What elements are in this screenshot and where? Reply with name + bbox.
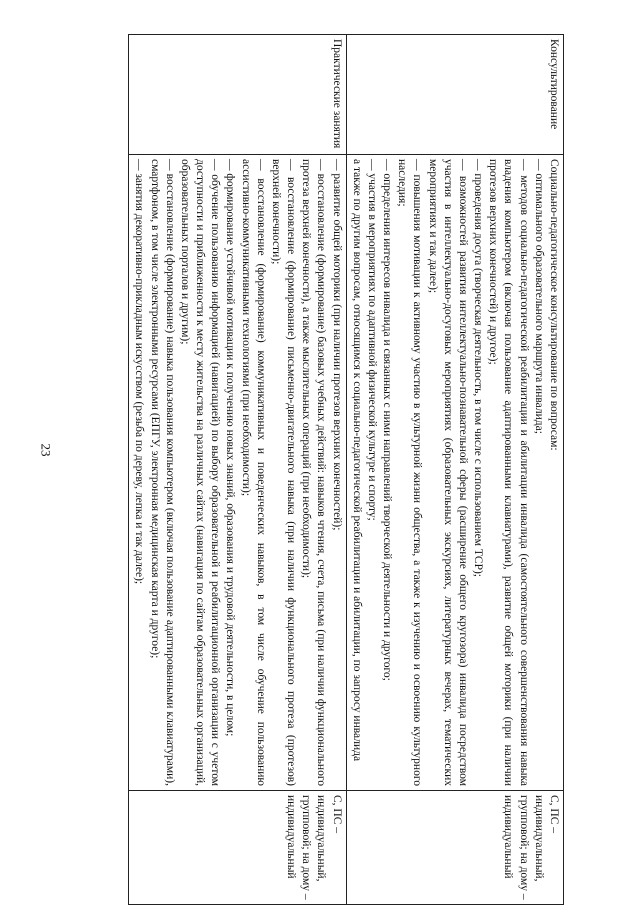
content-line: — определения интересов инвалида и связанных с ними направлений творческой деятельности и другого;	[381, 159, 394, 681]
content-line: — восстановление (формирование) базовых учебных действий: навыков чтения, счета, письма (при наличии функционального протеза верхней конечности), а также мыслительных операций (при необходимости);	[300, 159, 328, 786]
row-title-consulting: Консультирование	[346, 35, 563, 155]
content-line: а также по другим вопросам, относящимся к социально-педагогической реабилитации и абилитации, по запросу инвалида	[350, 159, 363, 762]
content-line: — оптимального образовательного маршрута инвалида;	[532, 159, 545, 434]
content-line: — методов социально-педагогической реабилитации и абилитации инвалида (самостоятельного совершенствования навыка владения компьютером (включая пользование адаптированными клавиатурами), развитие общей моторики (при наличии протезов верхних конечностей) и другое);	[487, 159, 530, 786]
content-line: Социально-педагогическое консультирование по вопросам:	[548, 159, 560, 451]
row-content-consulting	[346, 155, 563, 791]
content-line: — проведения досуга (творческая деятельность, в том числе с использованием ТСР);	[472, 159, 485, 577]
content-line: — участия в мероприятиях по адаптивной физической культуре и спорту;	[365, 159, 378, 521]
row-form-practical: С, ПС – индивидуальный, групповой; на дому – индивидуальный	[129, 791, 346, 905]
content-line: — развитие общей моторики (при наличии протезов верхних конечностей);	[330, 159, 343, 531]
page-number: 23	[38, 443, 54, 457]
row-title-practical: Практические занятия	[129, 35, 346, 155]
content-line: — восстановление (формирование) коммуникативных и поведенческих навыков, в том числе обучение пользованию ассистивно-коммуникативными технологиями (при необходимости);	[239, 159, 267, 786]
content-line: — занятия декоративно-прикладным искусством (резьба по дереву, лепка и так далее);	[133, 159, 146, 585]
content-line: — повышения мотивации к активному участию в культурной жизни общества, а также к изучению и освоению культурного наследия;	[396, 159, 424, 786]
content-line: — восстановление (формирование) навыка пользования компьютером (включая пользование адаптированными клавиатурами), смартфоном, в том числе электронными ресурсами (ЕПГУ, электронная медицинская карта и другое);	[148, 159, 176, 786]
content-line: — формирование устойчивой мотивации к получению новых знаний, образования и трудовой деятельности, в целом;	[224, 159, 237, 737]
table-row	[129, 35, 346, 905]
row-content-practical	[129, 155, 346, 791]
rotated-table-page	[52, 34, 564, 904]
services-table	[128, 34, 564, 905]
content-line: — обучение пользованию информацией (навигацией) по выбору образовательной и реабилитационной организации с учетом доступности и приближенности к месту жительства на различных сайтах (навигация по сайтам образовательных организаций, образовательных порталов и другим);	[178, 159, 222, 786]
row-form-consulting: С, ПС – индивидуальный, групповой; на дому – индивидуальный	[346, 791, 563, 905]
table-row	[346, 35, 563, 905]
content-line: — восстановление (формирование) письменно-двигательного навыка (при наличии функционального протеза (протезов) верхней конечности);	[269, 159, 298, 786]
content-line: — возможностей развития интеллектуально-познавательной сферы (расширение общего кругозора) инвалида посредством участия в интеллектуально-досуговых мероприятиях (образовательных экскурсиях, литературных вечерах, тематических мероприятиях и так далее);	[426, 159, 469, 786]
